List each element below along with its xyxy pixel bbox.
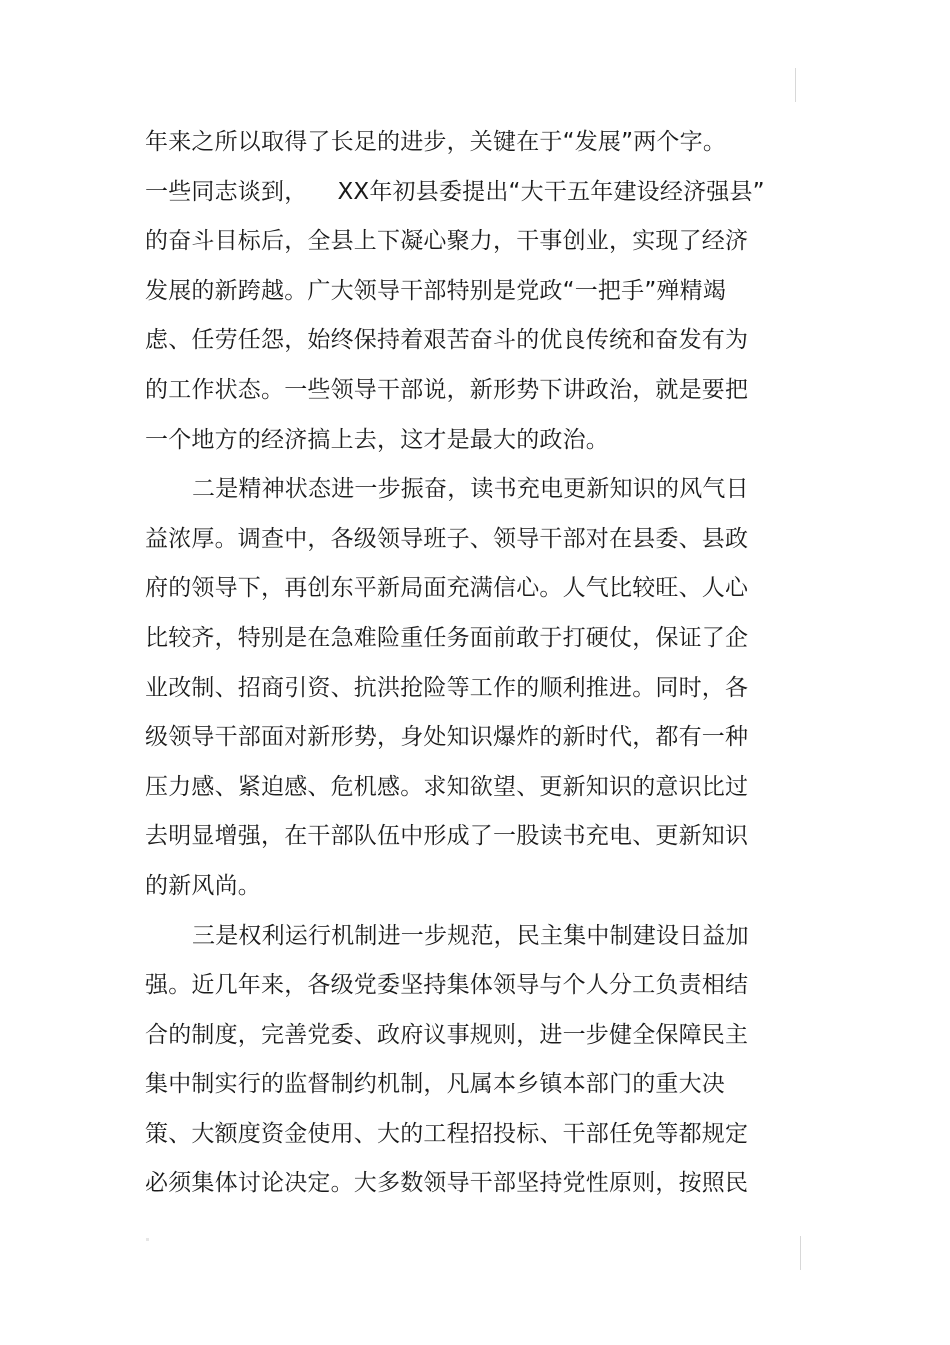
text-line: 的新风尚。: [145, 872, 261, 899]
text-line: 合的制度，完善党委、政府议事规则，进一步健全保障民主: [145, 1021, 749, 1048]
text-line: 强。近几年来，各级党委坚持集体领导与个人分工负责相结: [145, 972, 749, 999]
text-line: 发展的新跨越。广大领导干部特别是党政“一把手”殚精竭: [145, 277, 727, 304]
text-line: 集中制实行的监督制约机制，凡属本乡镇本部门的重大决: [145, 1071, 725, 1098]
page-edge-mark-bottom: [800, 1236, 801, 1270]
text-line: 级领导干部面对新形势，身处知识爆炸的新时代，都有一种: [145, 724, 749, 751]
paragraph-start-line: 三是权利运行机制进一步规范，民主集中制建设日益加: [192, 922, 749, 949]
document-body: [145, 118, 765, 1209]
page-corner-mark: [146, 1238, 149, 1241]
paragraph-start-line: 二是精神状态进一步振奋，读书充电更新知识的风气日: [192, 476, 749, 503]
text-line: 压力感、紧迫感、危机感。求知欲望、更新知识的意识比过: [145, 773, 749, 800]
text-line: 一些同志谈到， XX年初县委提出“大干五年建设经济强县”: [145, 178, 765, 205]
page-edge-mark-top: [795, 68, 796, 102]
text-line: 的工作状态。一些领导干部说，新形势下讲政治，就是要把: [145, 376, 749, 403]
text-line: 策、大额度资金使用、大的工程招投标、干部任免等都规定: [145, 1120, 749, 1147]
text-line: 益浓厚。调查中，各级领导班子、领导干部对在县委、县政: [145, 525, 749, 552]
text-line: 去明显增强，在干部队伍中形成了一股读书充电、更新知识: [145, 823, 749, 850]
text-line: 年来之所以取得了长足的进步，关键在于“发展”两个字。: [145, 129, 727, 155]
text-line: 府的领导下，再创东平新局面充满信心。人气比较旺、人心: [145, 575, 749, 602]
text-line: 业改制、招商引资、抗洪抢险等工作的顺利推进。同时，各: [145, 674, 749, 701]
text-line: 一个地方的经济搞上去，这才是最大的政治。: [145, 426, 609, 453]
text-line: 的奋斗目标后，全县上下凝心聚力，干事创业，实现了经济: [145, 228, 749, 255]
text-line: 必须集体讨论决定。大多数领导干部坚持党性原则，按照民: [145, 1170, 749, 1197]
text-line: 比较齐，特别是在急难险重任务面前敢于打硬仗，保证了企: [145, 624, 749, 651]
text-line: 虑、任劳任怨，始终保持着艰苦奋斗的优良传统和奋发有为: [145, 327, 749, 354]
